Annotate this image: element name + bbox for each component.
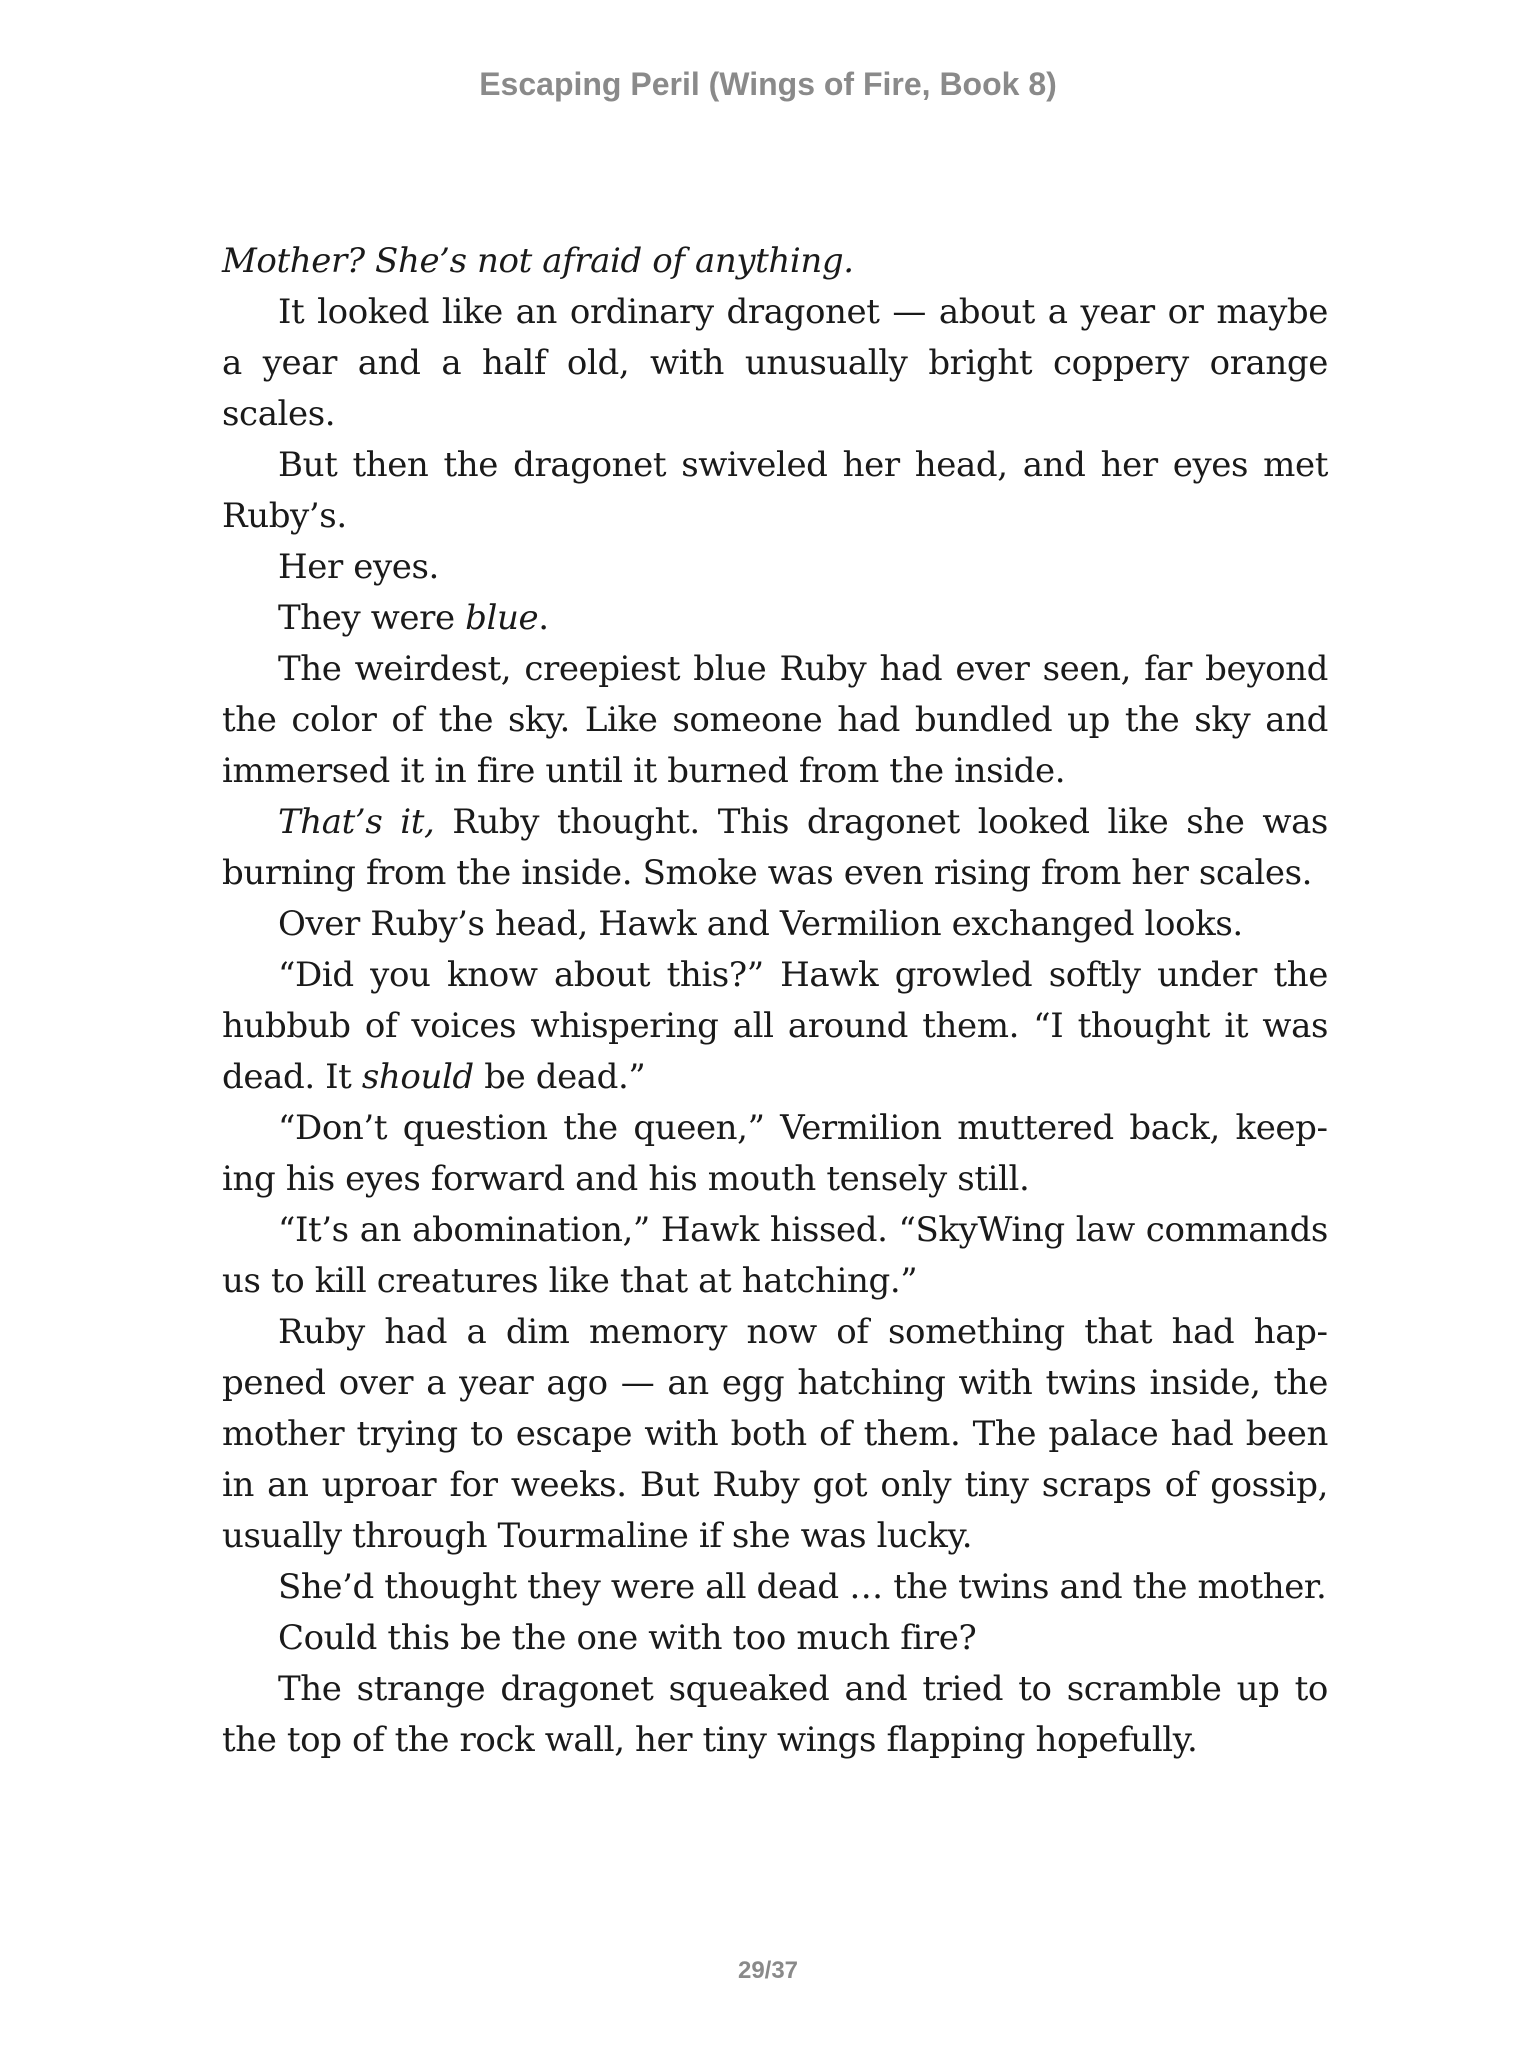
italic-text: blue (465, 598, 539, 638)
paragraph (222, 1307, 1328, 1562)
italic-text: Mother? She’s not afraid of anything. (222, 241, 854, 281)
paragraph (222, 440, 1328, 542)
page-number-indicator: 29/37 (737, 1957, 799, 1984)
paragraph-text: “Don’t question the queen,” Vermilion muttered back, keeping his eyes forward and his mouth tensely still. (222, 1108, 1328, 1199)
paragraph (222, 1562, 1328, 1613)
paragraph (222, 542, 1328, 593)
paragraph-text: Ruby thought. This dragonet looked like she was burning from the inside. Smoke was even rising from her scales. (222, 802, 1328, 893)
paragraph-text: The weirdest, creepiest blue Ruby had ever seen, far beyond the color of the sky. Like someone had bundled up the sky and immersed it in fire until it burned from the inside. (222, 649, 1328, 791)
paragraph-text: Ruby had a dim memory now of something that had happened over a year ago — an egg hatching with twins inside, the mother trying to escape with both of them. The palace had been in an uproar for weeks. But Ruby got only tiny scraps of gossip, usually through Tourmaline if she was lucky. (222, 1312, 1328, 1556)
paragraph (222, 797, 1328, 899)
paragraph-text: . (538, 598, 549, 638)
paragraph (222, 644, 1328, 797)
paragraph (222, 593, 1328, 644)
paragraph (222, 950, 1328, 1103)
paragraph-text: But then the dragonet swiveled her head, and her eyes met Ruby’s. (222, 445, 1328, 536)
paragraph-text: “It’s an abomination,” Hawk hissed. “SkyWing law commands us to kill creatures like that at hatching.” (222, 1210, 1328, 1301)
paragraph (222, 899, 1328, 950)
paragraph-text: She’d thought they were all dead … the twins and the mother. (278, 1567, 1327, 1607)
paragraph (222, 287, 1328, 440)
paragraph-text: It looked like an ordinary dragonet — about a year or maybe a year and a half old, with unusually bright coppery orange scales. (222, 292, 1328, 434)
page-text (222, 236, 1328, 1766)
italic-text: That’s it, (278, 802, 435, 842)
paragraph (222, 1205, 1328, 1307)
book-title-header: Escaping Peril (Wings of Fire, Book 8) (479, 66, 1057, 102)
paragraph-text: Could this be the one with too much fire? (278, 1618, 977, 1658)
paragraph (222, 236, 1328, 287)
paragraph-text: be dead.” (473, 1057, 646, 1097)
paragraph-text: Her eyes. (278, 547, 439, 587)
paragraph-text: The strange dragonet squeaked and tried to scramble up to the top of the rock wall, her tiny wings flapping hopefully. (222, 1669, 1328, 1760)
paragraph (222, 1613, 1328, 1664)
paragraph-text: Over Ruby’s head, Hawk and Vermilion exchanged looks. (278, 904, 1243, 944)
italic-text: should (361, 1057, 474, 1097)
paragraph (222, 1103, 1328, 1205)
paragraph-text: They were (278, 598, 466, 638)
paragraph-text: “Did you know about this?” Hawk growled softly under the hubbub of voices whispering all around them. “I thought it was dead. It (222, 955, 1328, 1097)
paragraph (222, 1664, 1328, 1766)
